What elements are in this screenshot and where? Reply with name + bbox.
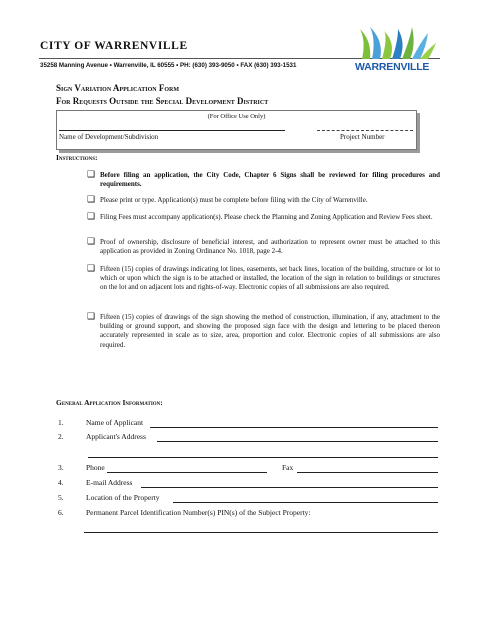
email-label: E-mail Address [86,478,133,487]
office-use-box [56,110,417,150]
field-number: 2. [58,432,64,441]
project-number-line[interactable] [317,130,413,131]
checkbox-icon: ❑ [87,212,96,222]
instruction-item: Proof of ownership, disclosure of beneficial interest, and authorization to represent owner must be attached to this application as provided in Zoning Ordinance No. 1018, page 2-4. [100,238,440,256]
instruction-item: Fifteen (15) copies of drawings of the sign showing the method of construction, illumination, if any, attachment to the building or ground support, and showing the proposed sign face with the design and lettering to be placed thereon accurately represented in scale as to size, area, proportion and color. Electronic copies of all submissions are also required. [100,313,440,349]
instruction-item: Fifteen (15) copies of drawings indicating lot lines, easements, set back lines, location of the building, structure or lot to which or upon which the sign is to be attached or installed, the location of the sign in relation to buildings or structures on the lot and on adjacent lots and rights-of-way. Electronic copies of all submissions are also required. [100,265,440,292]
applicant-name-field[interactable] [150,427,438,428]
property-location-label: Location of the Property [86,493,160,502]
fax-field[interactable] [297,472,438,473]
pin-field[interactable] [84,532,438,533]
field-number: 4. [58,478,64,487]
field-number: 1. [58,418,64,427]
development-name-label: Name of Development/Subdivision [59,133,159,141]
property-location-field[interactable] [173,502,438,503]
office-use-label: (For Office Use Only) [207,113,266,120]
instruction-item: Please print or type. Application(s) must be complete before filing with the City of Warrenville. [100,196,368,204]
checkbox-icon: ❑ [87,195,96,205]
instructions-heading: Instructions: [56,153,98,162]
form-subtitle: For Requests Outside the Special Development District [56,96,269,106]
checkbox-icon: ❑ [87,170,96,180]
applicant-name-label: Name of Applicant [86,418,144,427]
phone-label: Phone [86,463,105,472]
general-info-heading: General Application Information: [56,398,163,407]
logo-wordmark: WARRENVILLE [355,61,430,73]
instruction-item: Before filing an application, the City Code, Chapter 6 Signs shall be reviewed for filing procedures and requirements. [100,171,440,189]
field-number: 3. [58,463,64,472]
email-field[interactable] [141,487,438,488]
phone-field[interactable] [107,472,267,473]
instruction-item: Filing Fees must accompany application(s). Please check the Planning and Zoning Application and Review Fees sheet. [100,213,433,221]
development-name-line[interactable] [59,130,285,131]
field-number: 5. [58,493,64,502]
checkbox-icon: ❑ [87,264,96,274]
applicant-address-field-2[interactable] [88,457,438,458]
checkbox-icon: ❑ [87,312,96,322]
city-address: 35258 Manning Avenue • Warrenville, IL 60555 • PH: (630) 393-9050 • FAX (630) 393-1531 [40,62,297,69]
pin-label: Permanent Parcel Identification Number(s) PIN(s) of the Subject Property: [86,508,311,517]
checkbox-icon: ❑ [87,237,96,247]
city-name: CITY OF WARRENVILLE [40,40,188,52]
applicant-address-field[interactable] [157,441,438,442]
applicant-address-label: Applicant's Address [86,432,146,441]
project-number-label: Project Number [340,133,385,141]
fax-label: Fax [282,463,294,472]
form-title: Sign Variation Application Form [56,83,180,93]
field-number: 6. [58,508,64,517]
